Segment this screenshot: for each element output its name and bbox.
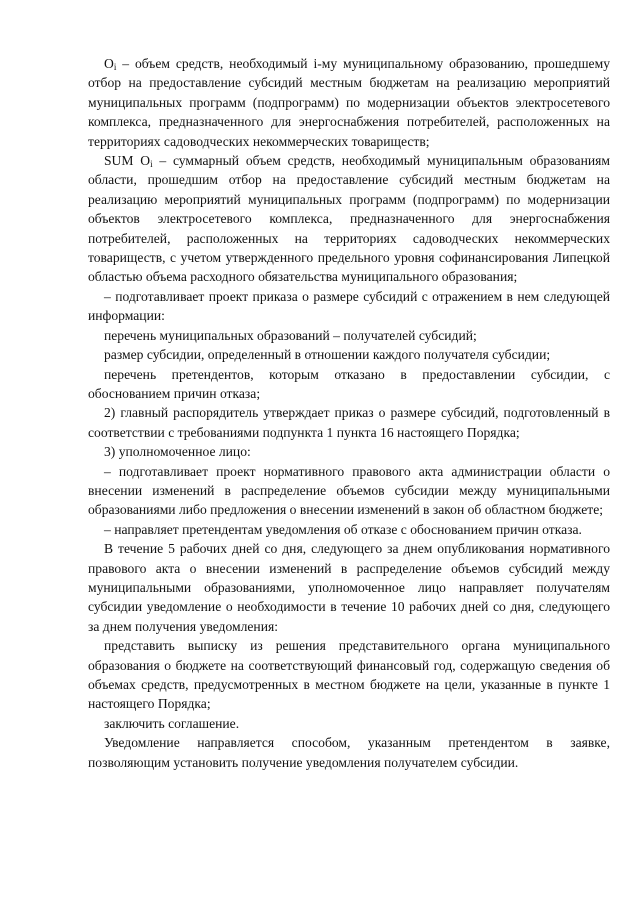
formula-symbol: O xyxy=(104,56,114,71)
paragraph-oi-definition xyxy=(88,54,610,151)
document-page xyxy=(88,54,610,772)
paragraph-list-recipients: перечень муниципальных образований – получателей субсидий; xyxy=(104,327,477,343)
paragraph-text: – суммарный объем средств, необходимый муниципальным образованиям области, прошедшим отбор на предоставление субсидий местным бюджетам на реализацию мероприятий муниципальных программ (подпрограмм) по модернизации объектов электросетевого комплекса, предназначенного для энергоснабжения потребителей, расположенных на территориях садоводческих некоммерческих товариществ, с учетом утвержденного предельного уровня софинансирования Липецкой областью объема расходного обязательства муниципального образования; xyxy=(88,153,610,285)
paragraph-within-5-days: В течение 5 рабочих дней со дня, следующего за днем опубликования нормативного правового акта о внесении изменений в распределение объемов субсидий между муниципальными образованиями, уполномоченное лицо направляет получателям субсидии уведомление о необходимости в течение 10 рабочих дней со дня, следующего за днем получения уведомления: xyxy=(88,541,610,634)
formula-subscript: i xyxy=(113,62,117,72)
paragraph-text: – объем средств, необходимый i-му муниципальному образованию, прошедшему отбор на предоставление субсидий местным бюджетам на реализацию мероприятий муниципальных программ (подпрограмм) по модернизации объектов электросетевого комплекса, предназначенного для энергоснабжения потребителей, расположенных на территориях садоводческих некоммерческих товариществ; xyxy=(88,56,610,149)
paragraph-subsidy-size: размер субсидии, определенный в отношении каждого получателя субсидии; xyxy=(104,347,551,363)
paragraph-conclude-agreement: заключить соглашение. xyxy=(104,715,240,731)
paragraph-item-2: 2) главный распорядитель утверждает приказ о размере субсидий, подготовленный в соответствии с требованиями подпункта 1 пункта 16 настоящего Порядка; xyxy=(88,405,610,440)
paragraph-submit-extract: представить выписку из решения представительного органа муниципального образования о бюджете на соответствующий финансовый год, содержащую сведения об объемах средств, предусмотренных в местном бюджете на цели, указанные в пункте 1 настоящего Порядка; xyxy=(88,638,610,712)
paragraph-item-3: 3) уполномоченное лицо: xyxy=(104,444,251,460)
formula-symbol: SUM O xyxy=(104,153,151,169)
paragraph-prepare-act: – подготавливает проект нормативного правового акта администрации области о внесении изменений в распределение объемов субсидии между муниципальными образованиями либо предложения о внесении изменений в закон об областном бюджете; xyxy=(88,463,610,518)
paragraph-prepare-order: – подготавливает проект приказа о размере субсидий с отражением в нем следующей информации: xyxy=(88,288,610,324)
paragraph-sum-oi-definition xyxy=(88,151,610,287)
paragraph-notice-method: Уведомление направляется способом, указанным претендентом в заявке, позволяющим установить получение уведомления получателем субсидии. xyxy=(88,735,610,770)
paragraph-send-refusal: – направляет претендентам уведомления об отказе с обоснованием причин отказа. xyxy=(104,521,582,537)
paragraph-list-refused: перечень претендентов, которым отказано в предоставлении субсидии, с обоснованием причин отказа; xyxy=(88,366,610,401)
formula-subscript: i xyxy=(150,159,153,170)
